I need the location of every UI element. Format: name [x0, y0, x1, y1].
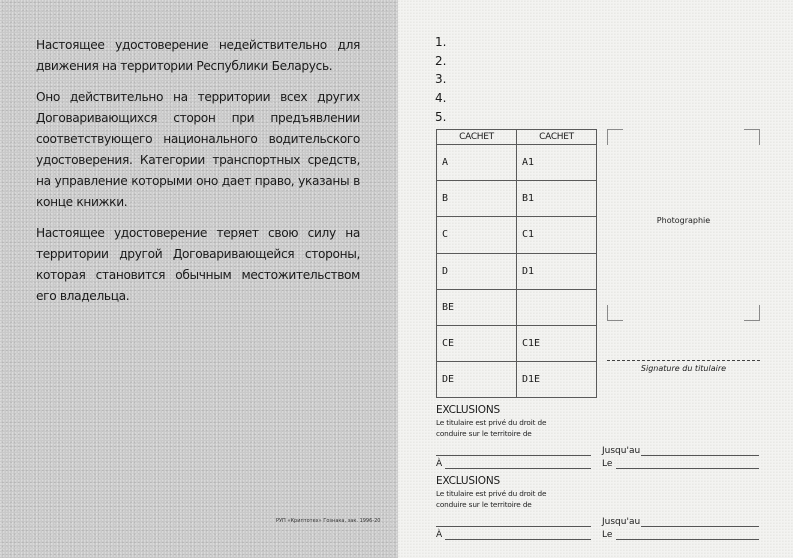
category-cell: D: [437, 253, 517, 289]
table-row: [437, 289, 597, 325]
territory-field[interactable]: [436, 518, 591, 527]
exclusion-block-2: [436, 475, 766, 540]
category-cell: A1: [517, 145, 597, 181]
table-row: [437, 325, 597, 361]
table-row: [437, 217, 597, 253]
notice-paragraph-2: Оно действительно на территории всех других Договаривающихся сторон при предъявлении соответствующего национального водительского удостоверения. Категории транспортных средств, на управление которыми оно дает право, указаны в конце книжки.: [36, 90, 360, 209]
exclusion-title: EXCLUSIONS: [436, 475, 500, 487]
exclusion-block-1: [436, 404, 766, 469]
until-date-field[interactable]: [641, 447, 759, 456]
column-header: CACHET: [437, 130, 517, 145]
table-row: [437, 362, 597, 398]
entry-3: 3.: [435, 72, 447, 87]
exclusion-description: Le titulaire est privé du droit de conduire sur le territoire de: [436, 418, 547, 438]
exclusion-description: Le titulaire est privé du droit de conduire sur le territoire de: [436, 489, 547, 509]
at-label: À: [436, 530, 443, 540]
category-cell: D1: [517, 253, 597, 289]
corner-bracket-icon: [744, 305, 760, 321]
category-cell: C: [437, 217, 517, 253]
exclusion-title: EXCLUSIONS: [436, 404, 500, 416]
category-cell: D1E: [517, 362, 597, 398]
on-date-field[interactable]: [616, 460, 759, 469]
at-place-field[interactable]: [445, 460, 591, 469]
until-label: Jusqu'au: [602, 517, 641, 527]
table-header-row: [437, 130, 597, 145]
table-row: [437, 145, 597, 181]
category-cell: C1: [517, 217, 597, 253]
category-stamp-table: [436, 129, 597, 398]
category-cell: [517, 289, 597, 325]
table-row: [437, 253, 597, 289]
category-cell: A: [437, 145, 517, 181]
category-cell: DE: [437, 362, 517, 398]
on-date-field[interactable]: [616, 531, 759, 540]
corner-bracket-icon: [607, 129, 623, 145]
on-label: Le: [602, 459, 613, 469]
territory-field[interactable]: [436, 447, 591, 456]
until-label: Jusqu'au: [602, 446, 641, 456]
at-label: À: [436, 459, 443, 469]
notice-paragraph-1: Настоящее удостоверение недействительно для движения на территории Республики Беларусь.: [36, 38, 360, 73]
validity-notice: [36, 35, 360, 317]
numbered-entries: [435, 33, 446, 127]
category-cell: CE: [437, 325, 517, 361]
category-cell: C1E: [517, 325, 597, 361]
photo-area: [607, 129, 760, 321]
on-label: Le: [602, 530, 613, 540]
corner-bracket-icon: [607, 305, 623, 321]
photo-label: Photographie: [656, 216, 711, 225]
entry-5: 5.: [435, 109, 447, 124]
column-header: CACHET: [517, 130, 597, 145]
at-place-field[interactable]: [445, 531, 591, 540]
printer-imprint: РУП «Криптотех» Гознака, зак. 1996-20: [276, 518, 381, 524]
entry-4: 4.: [435, 91, 447, 106]
corner-bracket-icon: [744, 129, 760, 145]
until-date-field[interactable]: [641, 518, 759, 527]
signature-line: [607, 360, 760, 361]
category-cell: B1: [517, 181, 597, 217]
signature-label: Signature du titulaire: [640, 364, 727, 373]
notice-paragraph-3: Настоящее удостоверение теряет свою силу на территории другой Договаривающейся стороны, которая становится обычным местожительством его владельца.: [36, 226, 360, 303]
entry-1: 1.: [435, 35, 447, 49]
entry-2: 2.: [435, 53, 447, 68]
category-cell: B: [437, 181, 517, 217]
category-cell: BE: [437, 289, 517, 325]
table-row: [437, 181, 597, 217]
